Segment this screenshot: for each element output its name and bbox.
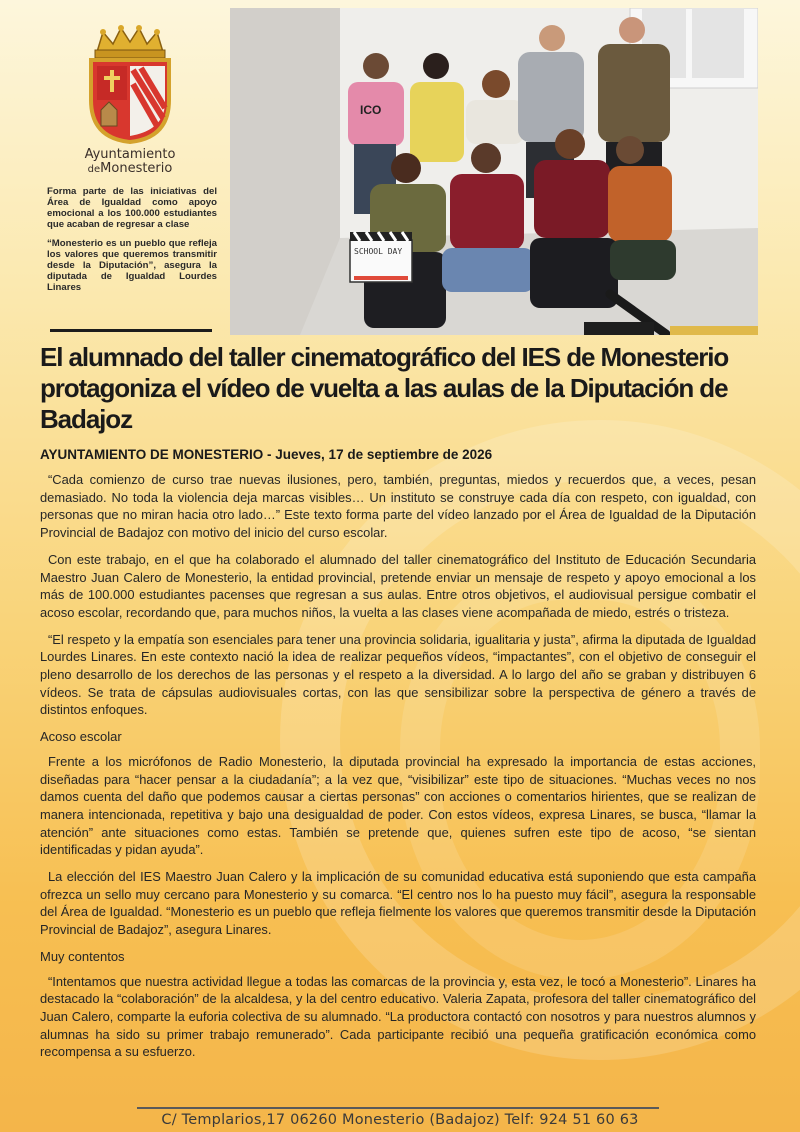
article-headline: El alumnado del taller cinematográfico del IES de Monesterio protagoniza el vídeo de vuelta a las aulas de la Diputación de Badajoz [40,342,729,434]
section-heading-contentos: Muy contentos [40,948,125,964]
sidebar-divider [50,329,212,332]
article-paragraph-1: “Cada comienzo de curso trae nuevas ilusiones, pero, también, preguntas, miedos y recuerdos que, a veces, pesan demasiado. No toda la violencia deja marcas visibles… Un instituto se construye cada día con respeto, con igualdad, con personas que no miran hacia otro lado…” Este texto forma parte del vídeo lanzado por el Área de Igualdad de la Diputación Provincial de Badajoz con motivo del inicio del curso escolar. [40,472,756,541]
clapperboard-icon [350,232,412,282]
article-paragraph-2: Con este trabajo, en el que ha colaborado el alumnado del taller cinematográfico del Instituto de Educación Secundaria Maestro Juan Calero de Monesterio, la entidad provincial, pretende enviar un mensaje de respeto y apoyo emocional a los más de 100.000 estudiantes pacenses que regresan a sus aulas. Entre otros objetivos, el audiovisual persigue combatir el acoso escolar, recordando que, para muchos niños, la vuelta a las clases viene acompañada de miedo, estrés o tristeza. [40,551,756,620]
coat-of-arms-icon [85,22,175,144]
municipal-logo [40,22,220,175]
group-photo-illustration [230,8,758,335]
article-paragraph-5: La elección del IES Maestro Juan Calero y la implicación de su comunidad educativa está suponiendo que esta campaña ofrezca un sello muy cercano para Monesterio y su comarca. “El centro nos lo ha puesto muy fácil”, asegura la responsable del Área de Igualdad. “Monesterio es un pueblo que refleja fielmente los valores que queremos transmitir desde la Diputación Provincial de Badajoz”, asegura Linares. [40,869,756,938]
sidebar-notes [47,186,217,301]
article-body [40,471,756,1070]
municipality-name [40,148,220,175]
section-heading-acoso: Acoso escolar [40,729,122,745]
sidebar-note-1: Forma parte de las iniciativas del Área de Igualdad como apoyo emocional a los 100.000 estudiantes que acaban de regresar a clase [47,186,217,230]
article-byline: AYUNTAMIENTO DE MONESTERIO - Jueves, 17 de septiembre de 2026 [40,447,493,462]
group-photo [230,8,758,335]
logo-line-1: Ayuntamiento [84,147,176,162]
article-paragraph-3: “El respeto y la empatía son esenciales para tener una provincia solidaria, igualitaria y justa”, afirma la diputada de Igualdad Lourdes Linares. En este contexto nació la idea de realizar pequeños vídeos, “impactantes”, con el objetivo de conseguir el pleno desarrollo de los derechos de las personas y el respeto a la diversidad. A lo largo del año se graban y distribuyen 6 vídeos. Se trata de cápsulas audiovisuales cortas, con las que sensibilizar sobre la perspectiva de género a través de distintos enfoques. [40,631,756,718]
article-paragraph-6: “Intentamos que nuestra actividad llegue a todas las comarcas de la provincia y, esta vez, le tocó a Monesterio”. Linares ha destacado la “colaboración” de la alcaldesa, y la del centro educativo. Valeria Zapata, profesora del taller cinematográfico del Juan Calero, comparte la euforia colectiva de su alumnado. “La productora contactó con nosotros y para nuestros alumnos y alumnas ha sido su primer trabajo remunerado”. Cada participante recibió una pequeña gratificación económica como recompensa a su esfuerzo. [40,973,756,1060]
clapperboard-text: SCHOOL DAY [354,247,403,256]
logo-line-2-prefix: de [87,163,101,175]
footer-address: C/ Templarios,17 06260 Monesterio (Badajoz) Telf: 924 51 60 63 [161,1112,639,1128]
shirt-text: ICO [360,103,382,117]
article-paragraph-4: Frente a los micrófonos de Radio Monesterio, la diputada provincial ha expresado la importancia de estas acciones, diseñadas para “hacer pensar a la ciudadanía”; a la vez que, “visibilizar” este tipo de situaciones. “Muchas veces no nos damos cuenta del daño que podemos causar a ciertas personas” con acciones o comentarios hirientes, que se realizan de manera intencionada, repetitiva y bajo una desigualdad de poder. Con estos vídeos, expresa Linares, se busca, “llamar la atención” ante situaciones como estas. También se pretende que, quienes sufren este tipo de acoso, “se sientan identificadas y pidan ayuda”. [40,753,756,858]
footer-divider [137,1107,659,1109]
logo-line-2: Monesterio [100,160,173,176]
sidebar-note-2: “Monesterio es un pueblo que refleja los valores que queremos transmitir desde la Diputación”, asegura la diputada de Igualdad Lourdes Linares [47,238,217,293]
